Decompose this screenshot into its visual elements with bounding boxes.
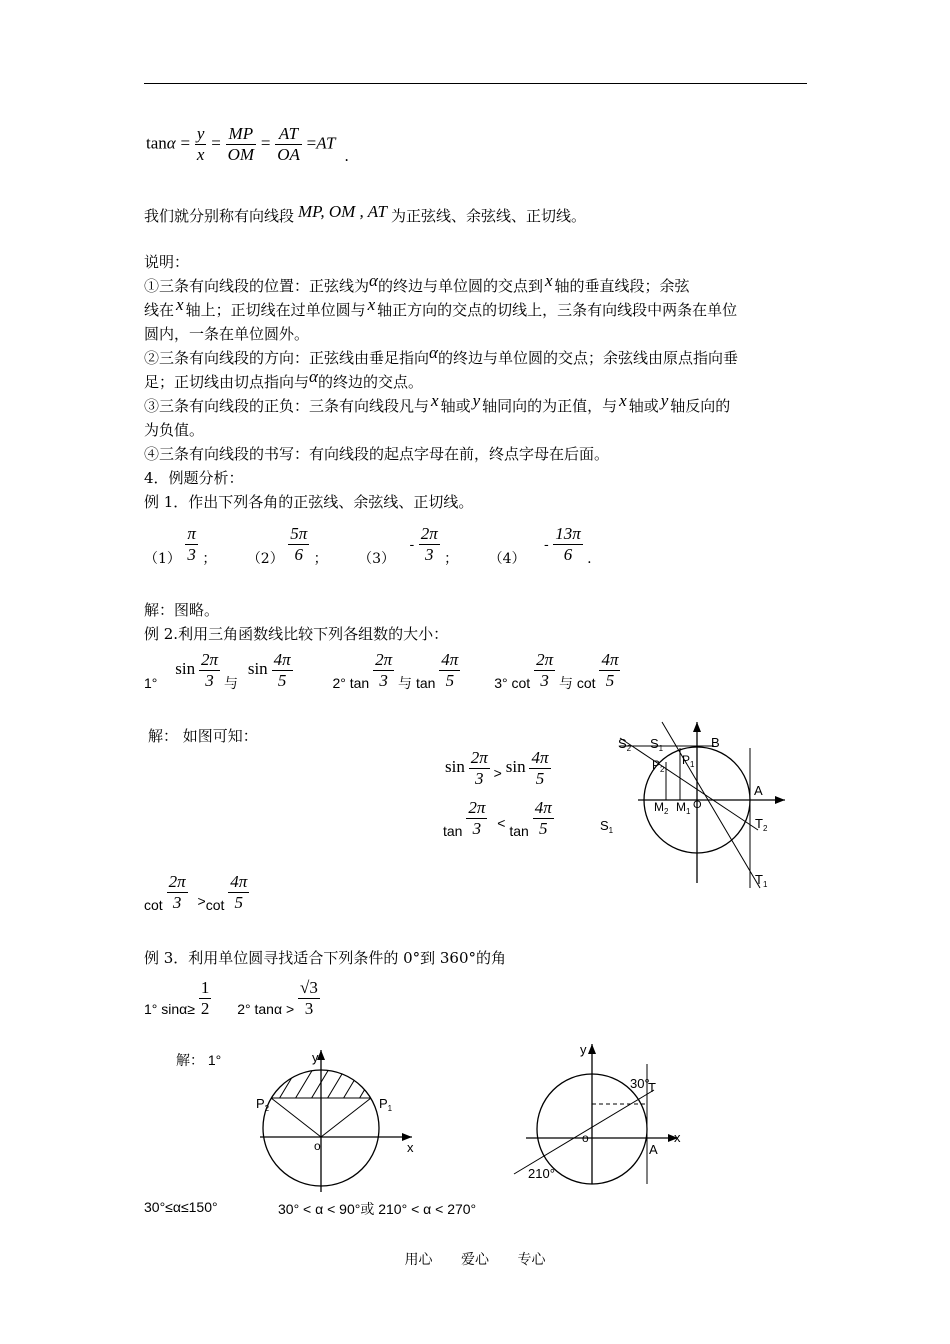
trig-lines-figure [590,718,800,894]
notes-block: 说明： ①三条有向线段的位置：正弦线为α的终边与单位圆的交点到 x 轴的垂直线段；余弦 线在 x 轴上；正切线在过单位圆与 x 轴正方向的交点的切线上，三条有向线段中两条在单位 圆内，一条在单位圆外。 ②三条有向线段的方向：正弦线由垂足指向α的终边与单位圆的交点；余弦线由原点指向垂 足；正切线由切点指向与α的终边的交点。 ③三条有向线段的正负：三条有向线段凡与 x 轴或 y 轴同向的为正值，与 x 轴或 y 轴反向的 为负值。 ④三条有向线段的书写：有向线段的起点字母在前，终点字母在后面。 4．例题分析： 例 1．作出下列各角的正弦线、余弦线、正切线。 [144,253,738,511]
tan-region-figure [508,1036,688,1186]
header-rule [144,83,807,84]
ex1-angles: （1） $\frac{\pi}{3}$ ； （2） $\frac{5\pi}{6}$ ； （3） - $\frac{2\pi}{3}$ ； （4） - $\frac{13\pi}{6}$ . [144,524,592,567]
ex1-solution: 解：图略。 例 2.利用三角函数线比较下列各组数的大小： [144,601,449,643]
svg-text:S2: $S_2$ [618,736,632,753]
svg-text:P2: $P_2$ [256,1096,270,1113]
ex3-title: 例 3．利用单位圆寻找适合下列条件的 0°到 360°的角 [144,949,507,967]
ex2-compare-sin: sin $\frac{2\pi}{3}$ > sin $\frac{4\pi}{5}$ [445,748,549,788]
fraction: $\frac{MP}{OM}$ [227,124,255,164]
svg-text:x: x [407,1140,414,1155]
svg-text:T1: $T_1$ [755,872,768,889]
ex2-items: 1° sin $\frac{2\pi}{3}$ 与 sin $\frac{4\pi}{5}$ 2° tan $\frac{2\pi}{3}$ 与 tan $\frac{4\pi}{5}$ 3° cot $\frac{2\pi}{3}$ 与 cot $\frac{4\pi}{5}$ [144,650,619,692]
svg-text:S1: $S_1$ [600,818,614,835]
svg-text:o: o [582,1131,589,1145]
svg-text:o: o [314,1139,321,1153]
svg-text:M1: $M_1$ [676,800,691,816]
svg-text:x: x [674,1130,681,1145]
ex2-compare-tan: tan $\frac{2\pi}{3}$ < tan $\frac{4\pi}{5}$ [443,798,552,840]
ex3-solution-label: 解： 1° [176,1052,222,1068]
intro-line: 我们就分别称有向线段 MP, OM , AT 为正弦线、余弦线、正切线。 [144,202,586,225]
ex2-compare-cot: cot $\frac{2\pi}{3}$ >cot $\frac{4\pi}{5}$ [144,872,248,914]
ex3-answer-1: 30°≤α≤150° [144,1199,218,1215]
fraction: $\frac{AT}{OA}$ [277,124,300,164]
svg-text:O: O [693,799,702,811]
svg-text:y: y [312,1050,319,1065]
svg-text:B: B [711,735,720,750]
svg-text:30°: 30° [630,1076,650,1091]
ex2-solution-label: 解： 如图可知： [148,727,258,745]
ex3-answer-2: 30° < α < 90°或 210° < α < 270° [278,1201,477,1217]
svg-text:y: y [580,1042,587,1057]
svg-text:210°: 210° [528,1166,555,1181]
svg-text:P2: $P_2$ [652,758,665,774]
svg-text:T: T [648,1080,656,1095]
page-footer: 用心 爱心 专心 [404,1252,546,1268]
ex3-conditions: 1° sinα≥ $\frac{1}{2}$ 2° tanα > $\frac{√3}{3}$ [144,978,318,1018]
svg-text:P1: $P_1$ [682,753,695,769]
fraction: $\frac{y}{x}$ [196,124,205,164]
sin-region-figure [250,1044,430,1194]
svg-text:A: A [754,783,763,798]
svg-text:M2: $M_2$ [654,800,669,816]
svg-text:P1: $P_1$ [379,1096,393,1113]
svg-text:A: A [649,1142,658,1157]
svg-text:T2: $T_2$ [755,816,768,833]
svg-text:S1: $S_1$ [650,736,664,753]
tan-formula: tanα = $\frac{y}{x}$ = $\frac{MP}{OM}$ = $\frac{AT}{OA}$ =AT . [146,124,350,165]
